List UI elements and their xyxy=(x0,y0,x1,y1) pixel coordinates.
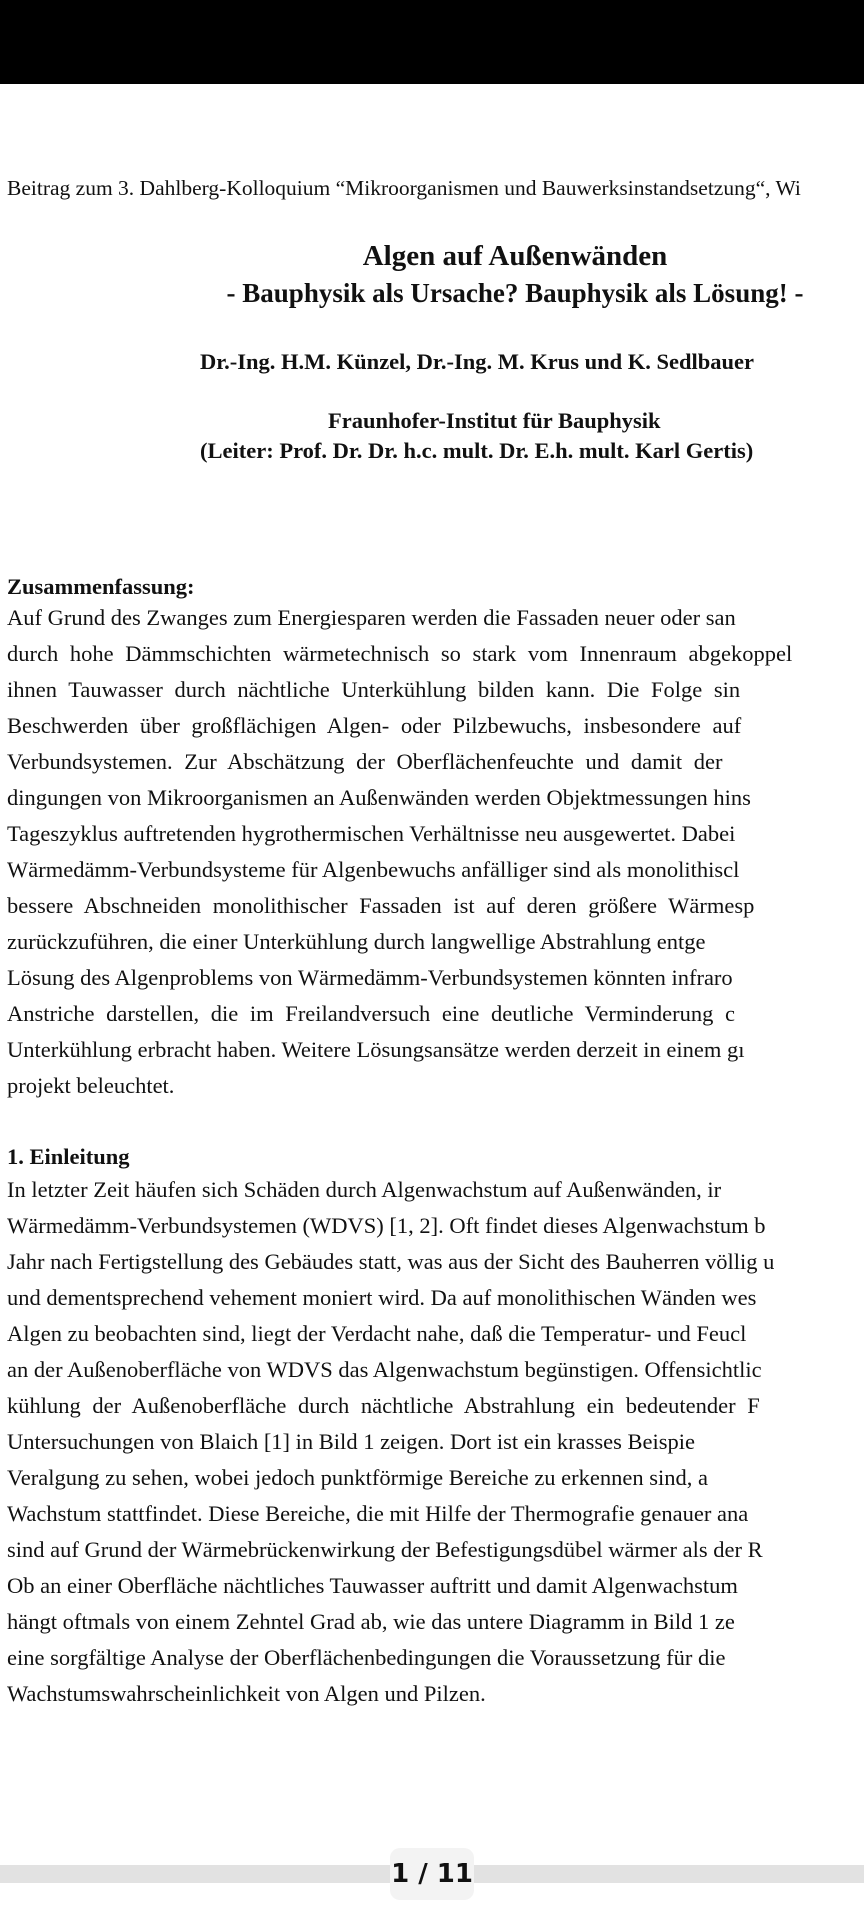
intro-line: Wachstumswahrscheinlichkeit von Algen und Pilzen. xyxy=(7,1681,486,1706)
summary-line: Tageszyklus auftretenden hygrothermischen Verhältnisse neu ausgewertet. Dabei xyxy=(7,821,736,846)
intro-line: In letzter Zeit häufen sich Schäden durch Algenwachstum auf Außenwänden, ir xyxy=(7,1177,722,1202)
document-page[interactable] xyxy=(0,84,864,1920)
institute-name: Fraunhofer-Institut für Bauphysik xyxy=(328,408,661,433)
intro-line: sind auf Grund der Wärmebrückenwirkung der Befestigungsdübel wärmer als der R xyxy=(7,1537,763,1562)
intro-line: und dementsprechend vehement moniert wird. Da auf monolithischen Wänden wes xyxy=(7,1285,757,1310)
top-status-bar xyxy=(0,0,864,84)
intro-line: Ob an einer Oberfläche nächtliches Tauwasser auftritt und damit Algenwachstum xyxy=(7,1573,738,1598)
paper-title: Algen auf Außenwänden xyxy=(362,240,668,272)
summary-heading: Zusammenfassung: xyxy=(7,574,195,599)
summary-line: dingungen von Mikroorganismen an Außenwänden werden Objektmessungen hins xyxy=(7,785,751,810)
intro-line: Veralgung zu sehen, wobei jedoch punktförmige Bereiche zu erkennen sind, a xyxy=(7,1465,709,1490)
summary-line: Unterkühlung erbracht haben. Weitere Lösungsansätze werden derzeit in einem gı xyxy=(7,1037,745,1062)
summary-line: Beschwerden über großflächigen Algen- oder Pilzbewuchs, insbesondere auf xyxy=(7,713,742,738)
intro-line: Wärmedämm-Verbundsystemen (WDVS) [1, 2]. Oft findet dieses Algenwachstum b xyxy=(7,1213,766,1238)
intro-line: hängt oftmals von einem Zehntel Grad ab, wie das untere Diagramm in Bild 1 ze xyxy=(7,1609,735,1634)
page-indicator[interactable]: 1 / 11 xyxy=(390,1848,474,1900)
intro-line: Jahr nach Fertigstellung des Gebäudes statt, was aus der Sicht des Bauherren völlig u xyxy=(7,1249,775,1274)
author-line: Dr.-Ing. H.M. Künzel, Dr.-Ing. M. Krus und K. Sedlbauer xyxy=(200,349,755,374)
intro-line: Algen zu beobachten sind, liegt der Verdacht nahe, daß die Temperatur- und Feucl xyxy=(7,1321,747,1346)
running-header: Beitrag zum 3. Dahlberg-Kolloquium “Mikroorganismen und Bauwerksinstandsetzung“, Wi xyxy=(7,176,801,200)
summary-line: Lösung des Algenproblems von Wärmedämm-Verbundsystemen könnten infraro xyxy=(7,965,733,990)
summary-line: Anstriche darstellen, die im Freilandversuch eine deutliche Verminderung c xyxy=(7,1001,735,1026)
summary-line: ihnen Tauwasser durch nächtliche Unterkühlung bilden kann. Die Folge sin xyxy=(7,677,741,702)
summary-line: durch hohe Dämmschichten wärmetechnisch so stark vom Innenraum abgekoppel xyxy=(7,641,793,666)
intro-line: an der Außenoberfläche von WDVS das Algenwachstum begünstigen. Offensichtlic xyxy=(7,1357,762,1382)
intro-line: eine sorgfältige Analyse der Oberflächenbedingungen die Voraussetzung für die xyxy=(7,1645,726,1670)
summary-line: projekt beleuchtet. xyxy=(7,1073,175,1098)
institute-head: (Leiter: Prof. Dr. Dr. h.c. mult. Dr. E.h. mult. Karl Gertis) xyxy=(200,438,754,463)
intro-line: Wachstum stattfindet. Diese Bereiche, die mit Hilfe der Thermografie genauer ana xyxy=(7,1501,749,1526)
summary-line: zurückzuführen, die einer Unterkühlung durch langwellige Abstrahlung entge xyxy=(7,929,706,954)
summary-line: Verbundsystemen. Zur Abschätzung der Oberflächenfeuchte und damit der xyxy=(7,749,723,774)
summary-line: Wärmedämm-Verbundsysteme für Algenbewuchs anfälliger sind als monolithiscl xyxy=(7,857,740,882)
summary-line: Auf Grund des Zwanges zum Energiesparen werden die Fassaden neuer oder san xyxy=(7,605,736,630)
intro-heading: 1. Einleitung xyxy=(7,1144,130,1169)
paper-subtitle: - Bauphysik als Ursache? Bauphysik als Lösung! - xyxy=(226,278,804,308)
intro-line: kühlung der Außenoberfläche durch nächtliche Abstrahlung ein bedeutender F xyxy=(7,1393,760,1418)
summary-line: bessere Abschneiden monolithischer Fassaden ist auf deren größere Wärmesp xyxy=(7,893,755,918)
intro-line: Untersuchungen von Blaich [1] in Bild 1 zeigen. Dort ist ein krasses Beispie xyxy=(7,1429,695,1454)
